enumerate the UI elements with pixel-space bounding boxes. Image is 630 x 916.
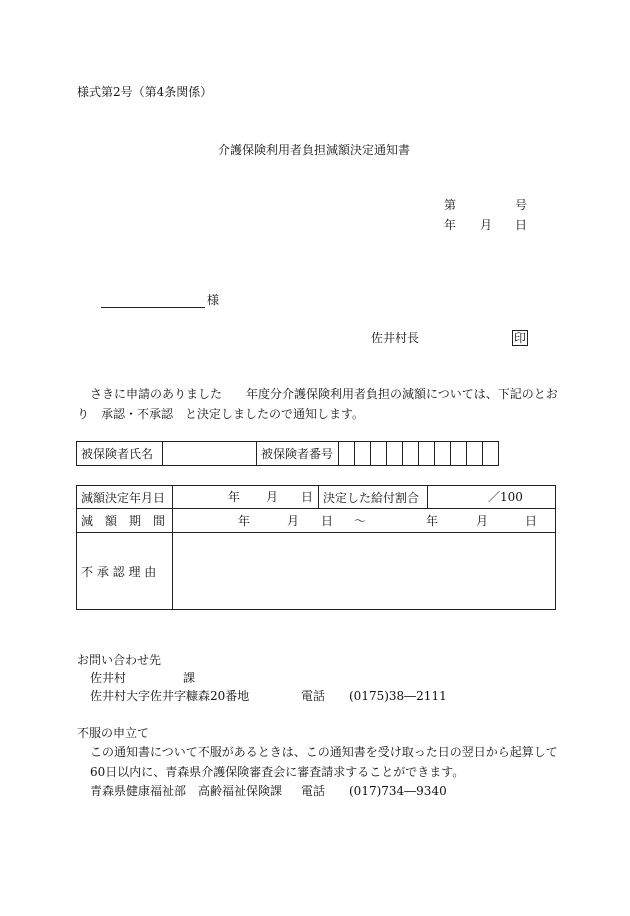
insured-number-digit — [451, 442, 467, 466]
benefit-ratio-value: ／100 — [488, 490, 523, 504]
appeal-text-line1: この通知書について不服があるときは、この通知書を受け取った日の翌日から起算して — [90, 745, 558, 759]
recipient-honorific: 様 — [207, 293, 220, 307]
insured-number-digit — [371, 442, 387, 466]
appeal-dept: 青森県健康福祉部 高齢福祉保険課 — [90, 784, 283, 798]
insured-number-label: 被保険者番号 — [257, 442, 339, 466]
decision-date-year: 年 — [228, 490, 241, 504]
insured-number-digit — [435, 442, 451, 466]
contact-phone-number: (0175)38―2111 — [349, 689, 447, 703]
insured-number-digit — [403, 442, 419, 466]
recipient-name-line — [101, 307, 205, 308]
period-start-month: 月 — [287, 514, 300, 528]
decision-date-label: 減額決定年月日 — [77, 486, 173, 509]
issuer-name: 佐井村長 — [371, 331, 420, 345]
period-end-year: 年 — [426, 514, 439, 528]
decision-date-month: 月 — [266, 490, 279, 504]
appeal-phone-number: (017)734―9340 — [349, 784, 447, 798]
insured-name-label: 被保険者氏名 — [77, 442, 163, 466]
rejection-reason-label: 不 承 認 理 由 — [77, 533, 173, 610]
body-text-line1: さきに申請のありました 年度分介護保険利用者負担の減額については、下記のとお — [90, 387, 558, 401]
contact-heading: お問い合わせ先 — [77, 653, 162, 667]
insured-number-digit — [355, 442, 371, 466]
period-start-year: 年 — [238, 514, 251, 528]
issue-date-day: 日 — [515, 218, 528, 232]
appeal-phone-label: 電話 — [301, 784, 326, 798]
appeal-heading: 不服の申立て — [77, 726, 150, 740]
reduction-period-cell — [173, 509, 556, 533]
insured-number-digit — [387, 442, 403, 466]
body-text-line2: り 承認・不承認 と決定しましたので通知します。 — [77, 407, 365, 421]
insured-number-digit — [467, 442, 483, 466]
insured-number-digit — [339, 442, 355, 466]
contact-section-suffix: 課 — [183, 671, 196, 685]
appeal-text-line2: 60日以内に、青森県介護保険審査会に審査請求することができます。 — [90, 765, 465, 779]
issue-date-year: 年 — [444, 218, 457, 232]
period-tilde: ～ — [354, 514, 367, 528]
form-number: 様式第2号（第4条関係） — [77, 85, 213, 99]
insured-name-cell — [163, 442, 257, 466]
doc-number-suffix: 号 — [515, 198, 528, 212]
benefit-ratio-label: 決定した給付割合 — [319, 486, 428, 509]
issue-date-month: 月 — [480, 218, 493, 232]
decision-date-cell — [173, 486, 319, 509]
rejection-reason-cell — [173, 533, 556, 610]
seal-stamp: 印 — [514, 331, 527, 345]
decision-date-day: 日 — [301, 490, 314, 504]
insured-number-digit — [419, 442, 435, 466]
contact-address: 佐井村大字佐井字糠森20番地 — [90, 689, 250, 703]
insured-table — [76, 441, 499, 466]
contact-org: 佐井村 — [90, 671, 127, 685]
period-start-day: 日 — [321, 514, 334, 528]
document-title: 介護保険利用者負担減額決定通知書 — [218, 143, 411, 157]
contact-phone-label: 電話 — [301, 689, 326, 703]
insured-number-digit — [483, 442, 499, 466]
doc-number-label: 第 — [444, 198, 457, 212]
decision-table — [76, 485, 556, 610]
period-end-day: 日 — [525, 514, 538, 528]
reduction-period-label: 減 額 期 間 — [77, 509, 173, 533]
period-end-month: 月 — [476, 514, 489, 528]
benefit-ratio-cell — [428, 486, 556, 509]
